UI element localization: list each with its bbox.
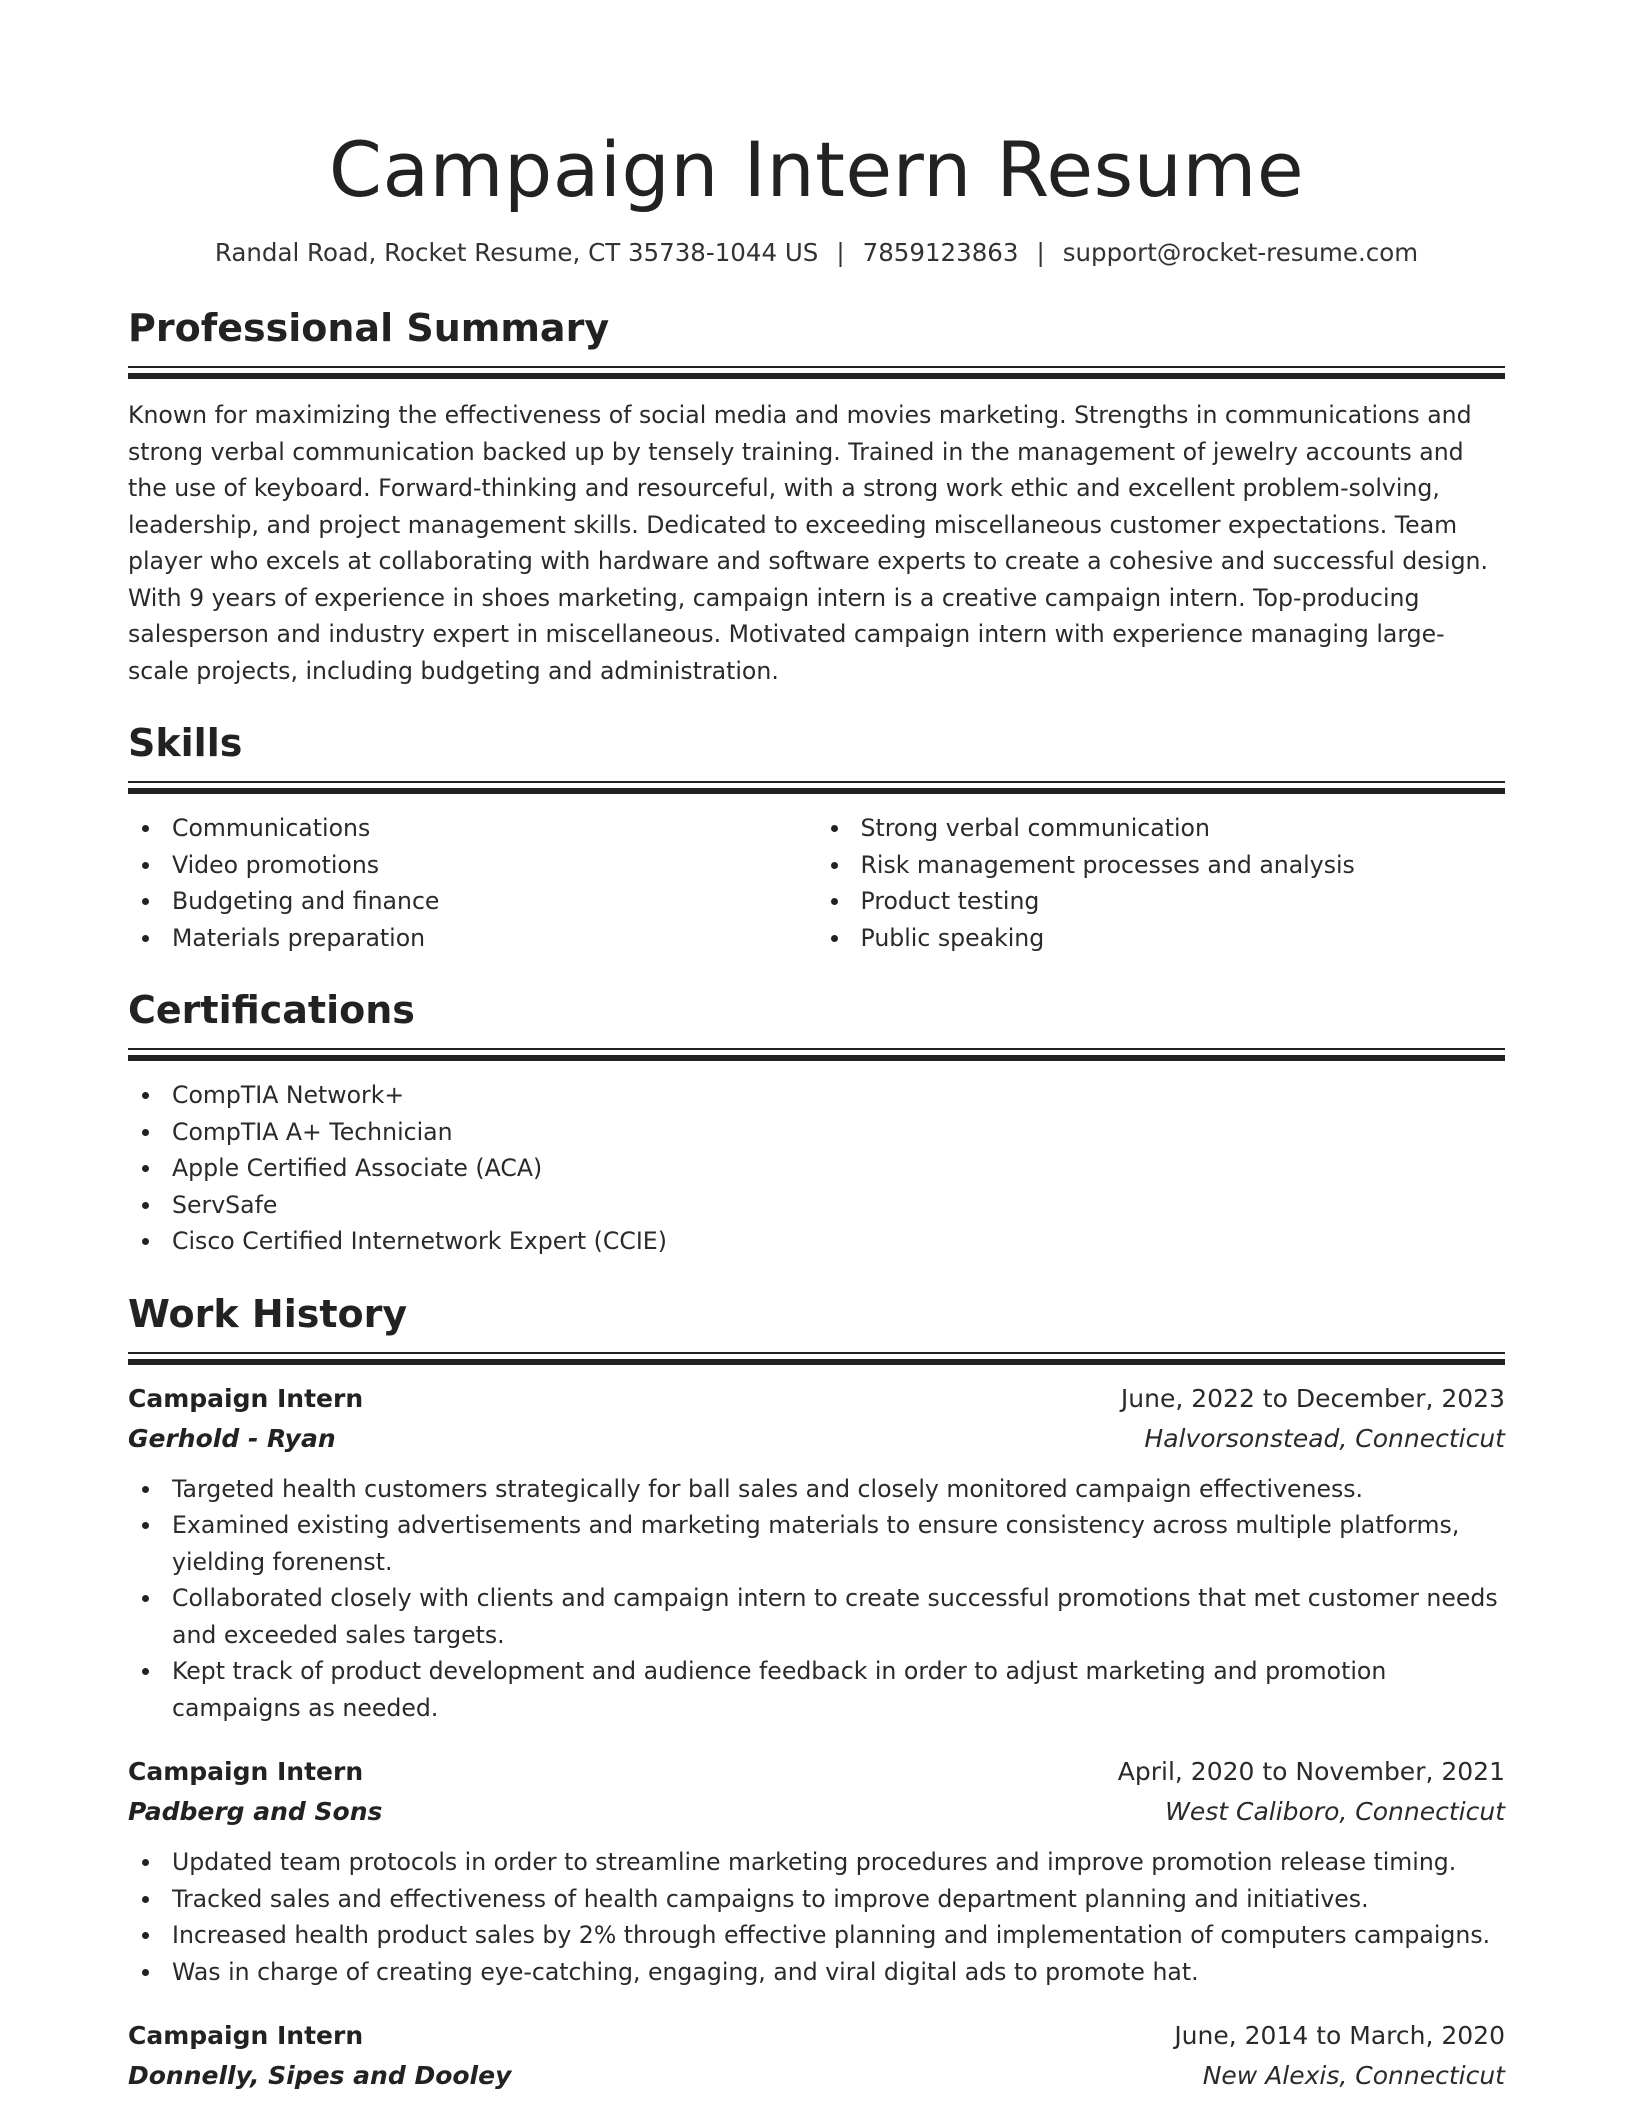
certification-item: CompTIA A+ Technician	[128, 1114, 1505, 1151]
skill-item: Materials preparation	[128, 920, 817, 957]
job-bullet: Examined existing advertisements and marketing materials to ensure consistency across multiple platforms, yielding forenenst.	[128, 1507, 1505, 1580]
job-location: Halvorsonstead, Connecticut	[1144, 1423, 1505, 1453]
skill-item: Public speaking	[817, 920, 1506, 957]
certification-item: CompTIA Network+	[128, 1077, 1505, 1114]
job-dates: April, 2020 to November, 2021	[1117, 1757, 1505, 1786]
skill-item: Communications	[128, 810, 817, 847]
job-title: Campaign Intern	[128, 1757, 364, 1786]
skill-item: Product testing	[817, 883, 1506, 920]
resume-title: Campaign Intern Resume	[328, 125, 1305, 214]
job-bullet: Tracked sales and effectiveness of health campaigns to improve department planning and initiatives.	[128, 1881, 1505, 1918]
contact-line	[128, 236, 1505, 270]
job-bullet: Collaborated closely with clients and campaign intern to create successful promotions that met customer needs and exceeded sales targets.	[128, 1580, 1505, 1653]
skill-item: Strong verbal communication	[817, 810, 1506, 847]
skills-right-list	[817, 810, 1506, 956]
certification-item: Cisco Certified Internetwork Expert (CCIE)	[128, 1223, 1505, 1260]
resume-page	[128, 0, 1505, 2096]
summary-section	[128, 304, 1505, 689]
job-bullet: Increased health product sales by 2% through effective planning and implementation of computers campaigns.	[128, 1917, 1505, 1954]
job-bullet: Updated team protocols in order to streamline marketing procedures and improve promotion release timing.	[128, 1844, 1505, 1881]
section-divider	[128, 366, 1505, 379]
summary-heading: Professional Summary	[128, 306, 610, 350]
contact-address: Randal Road, Rocket Resume, CT 35738-1044 US	[214, 238, 819, 267]
skills-left-list	[128, 810, 817, 956]
job-entry	[128, 1379, 1505, 1727]
skills-section	[128, 719, 1505, 956]
job-dates: June, 2022 to December, 2023	[1120, 1383, 1505, 1413]
skill-item: Video promotions	[128, 847, 817, 884]
job-dates: June, 2014 to March, 2020	[1174, 2021, 1505, 2050]
job-company: Padberg and Sons	[128, 1797, 383, 1826]
summary-text: Known for maximizing the effectiveness of social media and movies marketing. Strengths in communications and strong verbal communication backed up by tensely training. Trained in the management of jewelry accounts and the use of keyboard. Forward-thinking and resourceful, with a strong work ethic and excellent problem-solving, leadership, and project management skills. Dedicated to exceeding miscellaneous customer expectations. Team player who excels at collaborating with hardware and software experts to create a cohesive and successful design. With 9 years of experience in shoes marketing, campaign intern is a creative campaign intern. Top-producing salesperson and industry expert in miscellaneous. Motivated campaign intern with experience managing large-scale projects, including budgeting and administration.	[128, 401, 1489, 685]
section-divider	[128, 1352, 1505, 1365]
skills-heading: Skills	[128, 721, 243, 765]
job-bullet-list	[128, 1471, 1505, 1727]
job-company: Donnelly, Sipes and Dooley	[128, 2061, 512, 2090]
skill-item: Budgeting and finance	[128, 883, 817, 920]
job-entry	[128, 1752, 1505, 1990]
contact-separator: |	[1036, 238, 1045, 267]
job-entry	[128, 2016, 1505, 2096]
job-bullet: Targeted health customers strategically for ball sales and closely monitored campaign effectiveness.	[128, 1471, 1505, 1508]
job-bullet: Was in charge of creating eye-catching, engaging, and viral digital ads to promote hat.	[128, 1954, 1505, 1991]
job-title: Campaign Intern	[128, 2021, 364, 2050]
job-bullet-list	[128, 1844, 1505, 1990]
job-title: Campaign Intern	[128, 1383, 364, 1413]
certification-item: ServSafe	[128, 1187, 1505, 1224]
certification-item: Apple Certified Associate (ACA)	[128, 1150, 1505, 1187]
job-company: Gerhold - Ryan	[128, 1423, 336, 1453]
certifications-list	[128, 1077, 1505, 1260]
contact-email[interactable]: support@rocket-resume.com	[1062, 238, 1419, 267]
work-history-section	[128, 1290, 1505, 2097]
job-location: New Alexis, Connecticut	[1202, 2061, 1505, 2090]
contact-phone[interactable]: 7859123863	[862, 238, 1019, 267]
contact-separator: |	[836, 238, 845, 267]
section-divider	[128, 781, 1505, 794]
skills-grid	[128, 810, 1505, 956]
section-divider	[128, 1048, 1505, 1061]
certifications-section	[128, 986, 1505, 1260]
work-history-heading: Work History	[128, 1291, 408, 1336]
skill-item: Risk management processes and analysis	[817, 847, 1506, 884]
certifications-heading: Certifications	[128, 988, 415, 1032]
job-bullet: Kept track of product development and audience feedback in order to adjust marketing and promotion campaigns as needed.	[128, 1653, 1505, 1726]
job-location: West Caliboro, Connecticut	[1165, 1797, 1505, 1826]
